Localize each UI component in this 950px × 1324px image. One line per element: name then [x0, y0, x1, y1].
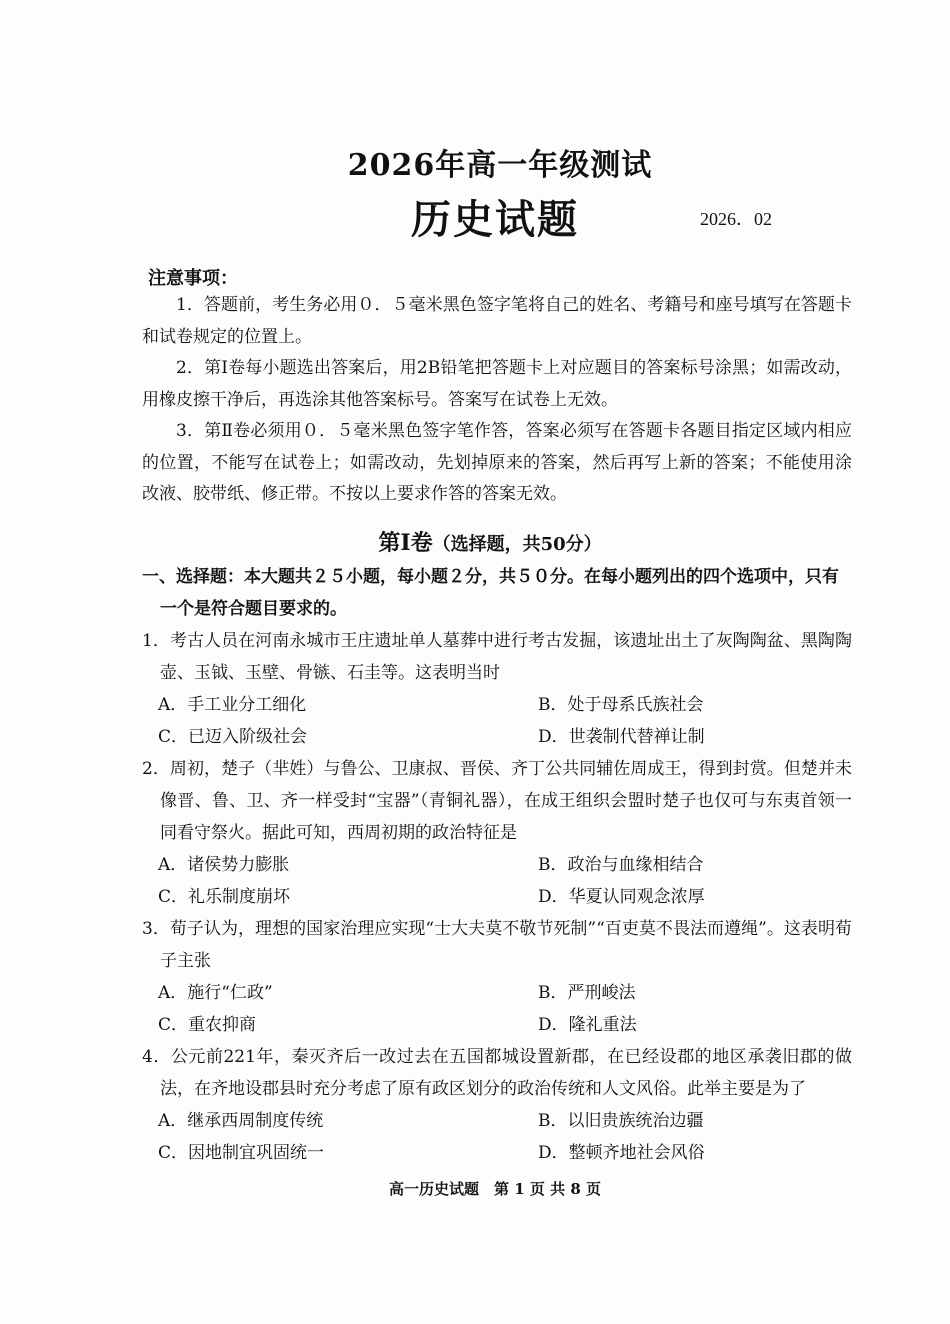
option: A．继承西周制度传统: [158, 1111, 324, 1131]
exam-title: 2026年高一年级测试: [347, 148, 653, 183]
section-instruction: [142, 562, 852, 625]
option: A．诸侯势力膨胀: [158, 855, 290, 875]
notes-heading: 注意事项：: [148, 268, 238, 289]
option: B．严刑峻法: [538, 983, 636, 1003]
option: B．以旧贵族统治边疆: [538, 1111, 704, 1131]
question-stem: 3．荀子认为，理想的国家治理应实现“士大夫莫不敬节死制”“百吏莫不畏法而遵绳”。这表明荀子主张: [142, 919, 852, 971]
question-stem: 2．周初，楚子（芈姓）与鲁公、卫康叔、晋侯、齐丁公共同辅佐周成王，得到封赏。但楚并未像晋、鲁、卫、齐一样受封“宝器”（青铜礼器），在成王组织会盟时楚子也仅可与东夷首领一同看守祭火。据此可知，西周初期的政治特征是: [142, 759, 852, 843]
option: D．整顿齐地社会风俗: [538, 1143, 705, 1163]
question-list: [142, 625, 852, 1169]
option: C．已迈入阶级社会: [158, 727, 308, 747]
option: B．处于母系氏族社会: [538, 695, 704, 715]
option: A．手工业分工细化: [158, 695, 307, 715]
option: C．因地制宜巩固统一: [158, 1143, 325, 1163]
note-item: 1．答题前，考生务必用０．５毫米黑色签字笔将自己的姓名、考籍号和座号填写在答题卡和试卷规定的位置上。: [142, 295, 852, 347]
section-title: [0, 526, 950, 557]
instruction-line: 一、选择题：本大题共２５小题，每小题２分，共５０分。在每小题列出的四个选项中，只有: [142, 567, 839, 587]
option: C．礼乐制度崩坏: [158, 887, 291, 907]
question: [142, 625, 852, 753]
question-options: [142, 1105, 852, 1169]
note-item: 2．第Ⅰ卷每小题选出答案后，用2B铅笔把答题卡上对应题目的答案标号涂黑；如需改动，用橡皮擦干净后，再选涂其他答案标号。答案写在试卷上无效。: [142, 358, 852, 410]
option: D．世袭制代替禅让制: [538, 727, 705, 747]
question-options: [142, 849, 852, 913]
notes-list: [142, 290, 852, 511]
page-footer: 高一历史试题 第 1 页 共 8 页: [389, 1180, 601, 1198]
option: D．华夏认同观念浓厚: [538, 887, 705, 907]
question-stem: 4．公元前221年，秦灭齐后一改过去在五国都城设置新郡，在已经设郡的地区承袭旧郡的做法，在齐地设郡县时充分考虑了原有政区划分的政治传统和人文风俗。此举主要是为了: [142, 1047, 852, 1099]
option: C．重农抑商: [158, 1015, 257, 1035]
question-stem: 1．考古人员在河南永城市王庄遗址单人墓葬中进行考古发掘，该遗址出土了灰陶陶盆、黑陶陶壶、玉钺、玉壁、骨镞、石圭等。这表明当时: [142, 631, 852, 683]
note-item: 3．第Ⅱ卷必须用０．５毫米黑色签字笔作答，答案必须写在答题卡各题目指定区域内相应的位置，不能写在试卷上；如需改动，先划掉原来的答案，然后再写上新的答案；不能使用涂改液、胶带纸、修正带。不按以上要求作答的答案无效。: [142, 421, 852, 504]
option: D．隆礼重法: [538, 1015, 637, 1035]
question-options: [142, 689, 852, 753]
section-subtitle: （选择题，共50分）: [432, 534, 602, 555]
option: A．施行“仁政”: [158, 983, 273, 1003]
section-name: 第Ⅰ卷: [378, 530, 433, 556]
subject-title: 历史试题: [411, 196, 579, 243]
exam-date: 2026．02: [700, 209, 772, 229]
question-options: [142, 977, 852, 1041]
question: [142, 913, 852, 1041]
question: [142, 1041, 852, 1169]
question: [142, 753, 852, 913]
option: B．政治与血缘相结合: [538, 855, 704, 875]
instruction-line: 一个是符合题目要求的。: [160, 598, 347, 619]
